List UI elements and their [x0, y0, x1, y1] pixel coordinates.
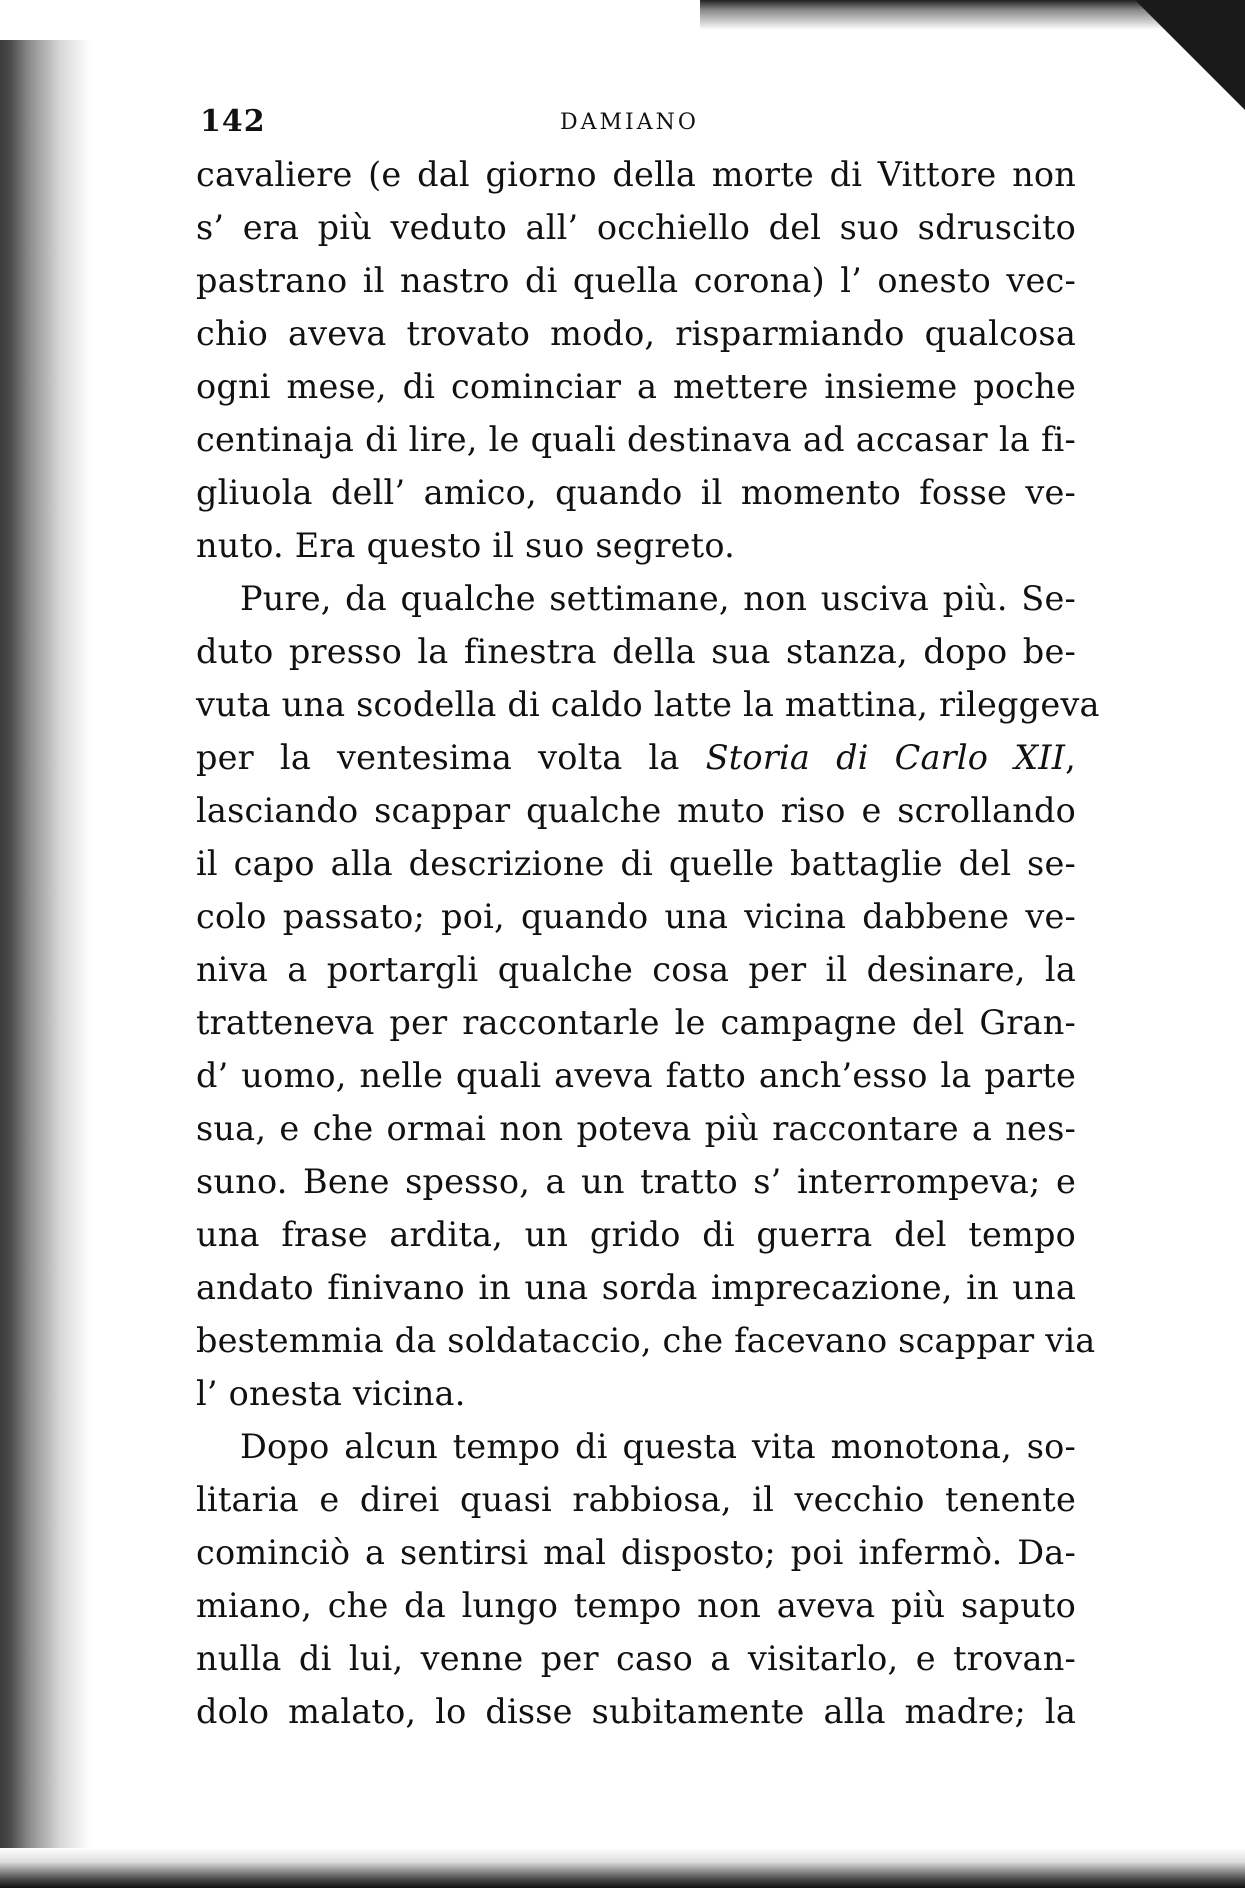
text-line: colo passato; poi, quando una vicina dabbene ve-	[196, 897, 1076, 936]
text-line: suno. Bene spesso, a un tratto s’ interrompeva; e	[196, 1162, 1076, 1201]
text-line: cavaliere (e dal giorno della morte di Vittore non	[196, 155, 1076, 194]
body-text	[196, 148, 1100, 1738]
text-line: centinaja di lire, le quali destinava ad accasar la fi-	[196, 420, 1076, 459]
text-line: litaria e direi quasi rabbiosa, il vecchio tenente	[196, 1480, 1076, 1519]
text-line: cominciò a sentirsi mal disposto; poi infermò. Da-	[196, 1533, 1076, 1572]
text-line: duto presso la finestra della sua stanza, dopo be-	[196, 632, 1076, 671]
text-line: una frase ardita, un grido di guerra del tempo	[196, 1215, 1076, 1254]
text-line: il capo alla descrizione di quelle battaglie del se-	[196, 844, 1076, 883]
text-line: niva a portargli qualche cosa per il desinare, la	[196, 950, 1076, 989]
text-fragment: ,	[1065, 738, 1076, 777]
text-line: Dopo alcun tempo di questa vita monotona, so-	[240, 1427, 1076, 1466]
text-line: miano, che da lungo tempo non aveva più saputo	[196, 1586, 1076, 1625]
running-title: DAMIANO	[560, 110, 699, 135]
text-line: l’ onesta vicina.	[196, 1374, 466, 1413]
text-line-with-title	[196, 731, 1076, 784]
text-line: andato finivano in una sorda imprecazione, in una	[196, 1268, 1076, 1307]
text-line: pastrano il nastro di quella corona) l’ onesto vec-	[196, 261, 1076, 300]
book-title: Storia di Carlo XII	[705, 738, 1066, 777]
scan-shadow-left	[0, 40, 90, 1888]
text-line: dolo malato, lo disse subitamente alla madre; la	[196, 1692, 1076, 1731]
text-line: ogni mese, di cominciar a mettere insieme poche	[196, 367, 1076, 406]
text-line: lasciando scappar qualche muto riso e scrollando	[196, 791, 1076, 830]
running-head	[200, 104, 1080, 144]
text-fragment: per la ventesima volta la	[196, 738, 680, 777]
page-number: 142	[200, 104, 266, 139]
text-line: vuta una scodella di caldo latte la mattina, rileggeva	[196, 685, 1100, 724]
text-line: s’ era più veduto all’ occhiello del suo sdruscito	[196, 208, 1076, 247]
folded-corner	[1135, 0, 1245, 110]
text-line: nuto. Era questo il suo segreto.	[196, 526, 735, 565]
text-line: d’ uomo, nelle quali aveva fatto anch’esso la parte	[196, 1056, 1076, 1095]
scan-shadow-bottom	[0, 1848, 1245, 1888]
text-line: sua, e che ormai non poteva più raccontare a nes-	[196, 1109, 1076, 1148]
text-line: bestemmia da soldataccio, che facevano scappar via	[196, 1321, 1096, 1360]
text-line: Pure, da qualche settimane, non usciva più. Se-	[240, 579, 1076, 618]
text-line: nulla di lui, venne per caso a visitarlo, e trovan-	[196, 1639, 1076, 1678]
text-line: gliuola dell’ amico, quando il momento fosse ve-	[196, 473, 1076, 512]
text-line: chio aveva trovato modo, risparmiando qualcosa	[196, 314, 1076, 353]
text-line: tratteneva per raccontarle le campagne del Gran-	[196, 1003, 1076, 1042]
